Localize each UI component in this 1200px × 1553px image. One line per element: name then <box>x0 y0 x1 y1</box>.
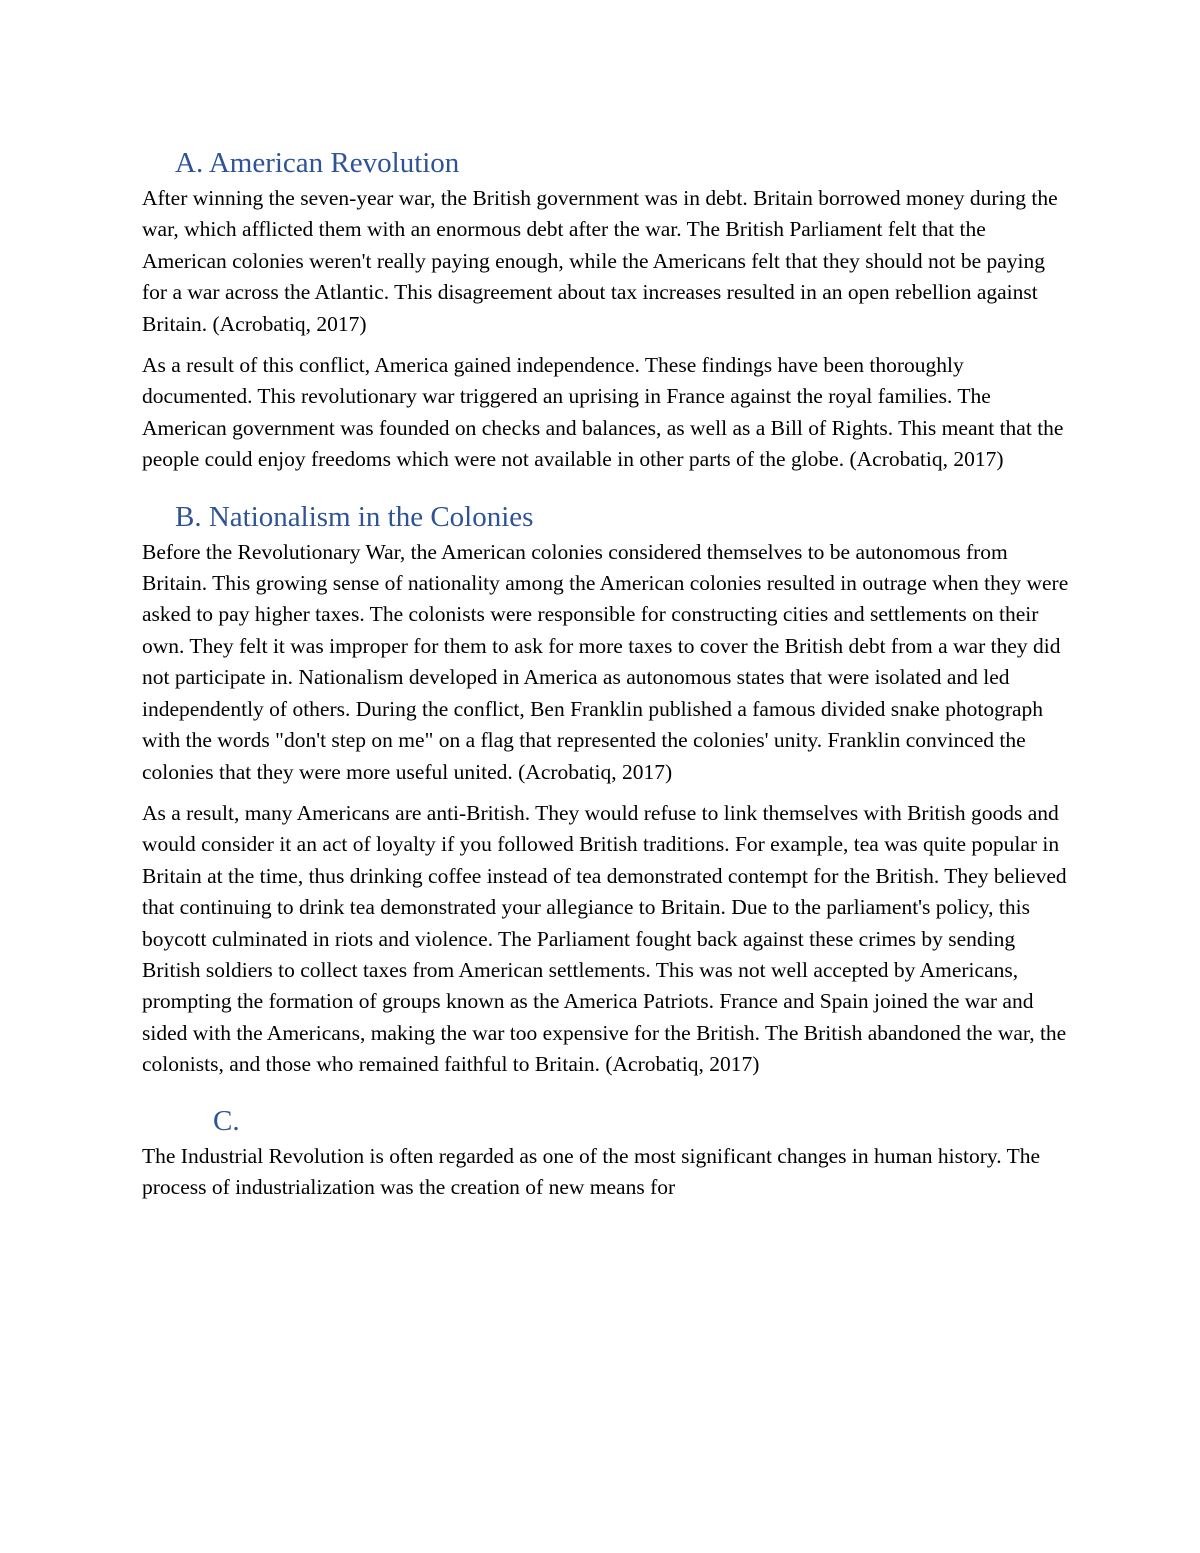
paragraph-american-revolution-2: As a result of this conflict, America gained independence. These findings have been thoroughly documented. This revolutionary war triggered an uprising in France against the royal families. The American government was founded on checks and balances, as well as a Bill of Rights. This meant that the people could enjoy freedoms which were not available in other parts of the globe. (Acrobatiq, 2017) <box>142 353 1064 472</box>
document-body <box>142 143 1072 1203</box>
heading-section-c: C. <box>213 1104 240 1137</box>
paragraph-industrial-revolution: The Industrial Revolution is often regarded as one of the most significant changes in human history. The process of industrialization was the creation of new means for <box>142 1143 1041 1199</box>
paragraph-nationalism-1: Before the Revolutionary War, the American colonies considered themselves to be autonomous from Britain. This growing sense of nationality among the American colonies resulted in outrage when they were asked to pay higher taxes. The colonists were responsible for constructing cities and settlements on their own. They felt it was improper for them to ask for more taxes to cover the British debt from a war they did not participate in. Nationalism developed in America as autonomous states that were isolated and led independently of others. During the conflict, Ben Franklin published a famous divided snake photograph with the words "don't step on me" on a flag that represented the colonies' unity. Franklin convinced the colonies that they were more useful united. (Acrobatiq, 2017) <box>142 539 1069 784</box>
heading-nationalism: B. Nationalism in the Colonies <box>175 500 534 533</box>
heading-american-revolution: A. American Revolution <box>175 147 460 179</box>
paragraph-nationalism-2: As a result, many Americans are anti-British. They would refuse to link themselves with British goods and would consider it an act of loyalty if you followed British traditions. For example, tea was quite popular in Britain at the time, thus drinking coffee instead of tea demonstrated contempt for the British. They believed that continuing to drink tea demonstrated your allegiance to Britain. Due to the parliament's policy, this boycott culminated in riots and violence. The Parliament fought back against these crimes by sending British soldiers to collect taxes from American settlements. This was not well accepted by Americans, prompting the formation of groups known as the America Patriots. France and Spain joined the war and sided with the Americans, making the war too expensive for the British. The British abandoned the war, the colonists, and those who remained faithful to Britain. (Acrobatiq, 2017) <box>142 800 1067 1077</box>
paragraph-american-revolution-1: After winning the seven-year war, the British government was in debt. Britain borrowed money during the war, which afflicted them with an enormous debt after the war. The British Parliament felt that the American colonies weren't really paying enough, while the Americans felt that they should not be paying for a war across the Atlantic. This disagreement about tax increases resulted in an open rebellion against Britain. (Acrobatiq, 2017) <box>142 186 1058 336</box>
